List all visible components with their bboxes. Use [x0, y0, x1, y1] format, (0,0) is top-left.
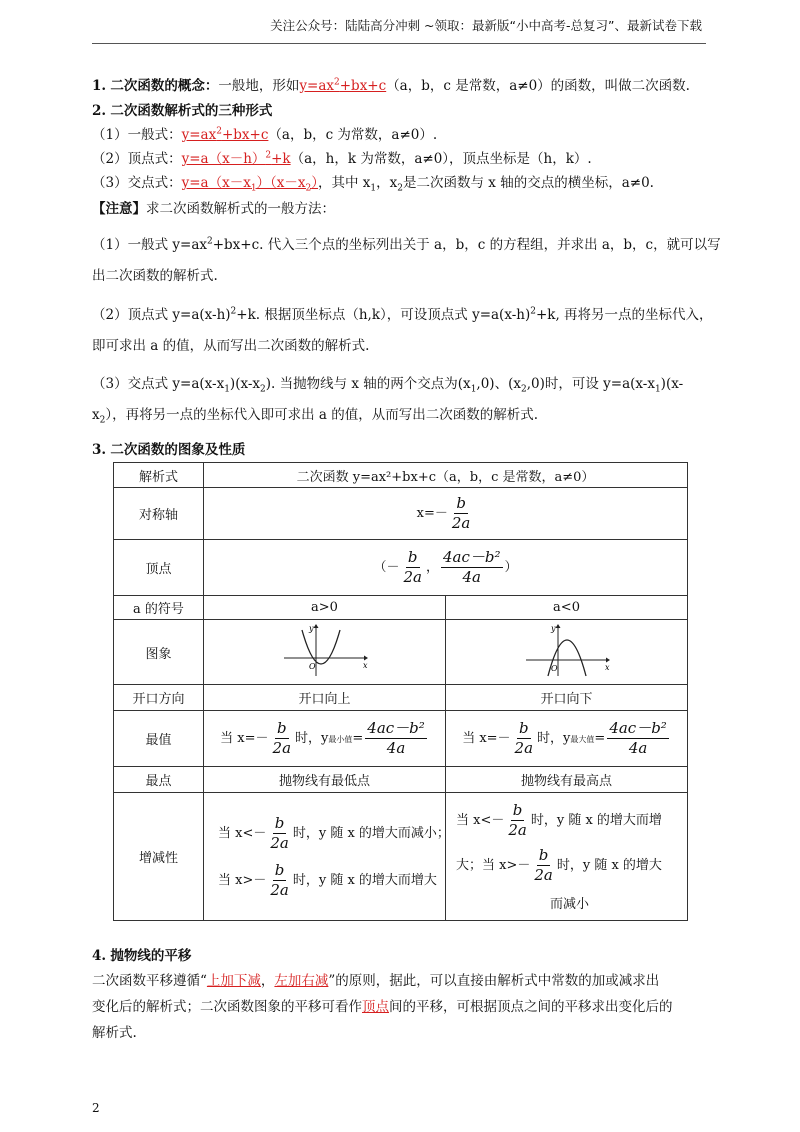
table-row: [114, 488, 688, 540]
row-header: 解析式: [114, 463, 204, 488]
note-p2-line1: （2）顶点式 $y=a(x-h)^2+k$. 根据顶坐标点（h,k），可设顶点式 $y=a(x-h)^2+k$, 再将另一点的坐标代入，: [92, 306, 713, 323]
table-row: [114, 596, 688, 620]
s4-line2: 变化后的解析式；二次函数图象的平移可看作顶点间的平移，可根据顶点之间的平移求出变化后的: [92, 999, 673, 1015]
cell: （－ $\frac{b}{2a}$ ， $\frac{\text{4ac－b²}}{4a}$ ）: [204, 540, 688, 596]
s4-line3: 解析式.: [92, 1025, 137, 1041]
cell: 当 x<－ $\frac{b}{2a}$ 时，y 随 x 的增大而减小； 当 x>－ $\frac{b}{2a}$ 时，y 随 x 的增大而增大: [204, 793, 446, 921]
svg-text:O: O: [550, 664, 558, 673]
note-p1-line2: 出二次函数的解析式.: [92, 268, 218, 284]
cell: x=－ $\frac{b}{2a}$: [204, 488, 688, 540]
note-p3-line2: $x_2$），再将另一点的坐标代入即可求出 a 的值，从而写出二次函数的解析式.: [92, 407, 539, 426]
highlight-vertex: 顶点: [362, 999, 389, 1015]
downward-parabola-graph: [522, 622, 612, 678]
svg-text:O: O: [308, 662, 316, 671]
cell: 当 x=－ $\frac{b}{2a}$ 时，y最大值= $\frac{\text{4ac－b²}}{4a}$: [446, 711, 688, 767]
cell: 开口向下: [446, 685, 688, 711]
note-tag: 【注意】: [92, 201, 146, 217]
text: 一般地，形如: [218, 78, 300, 94]
form-general: （1）一般式：$y=ax^2+bx+c(a$，b，c 为常数，a≠0）.: [92, 126, 438, 143]
note-heading: 【注意】求二次函数解析式的一般方法：: [92, 201, 335, 217]
header-divider: [92, 43, 706, 44]
table-row: [114, 685, 688, 711]
svg-text:x: x: [362, 661, 368, 670]
page-number: 2: [92, 1101, 100, 1115]
cell: 抛物线有最高点: [446, 767, 688, 793]
cell: 抛物线有最低点: [204, 767, 446, 793]
highlight-left-right: 左加右减: [274, 973, 329, 989]
section-2-title: [92, 101, 272, 121]
form-intercept: （3）交点式：$y=a(x-x_1)(x-x_2)$，其中 $x_1$，$x_2$是二次函数与 x 轴的交点的横坐标，a≠0.: [92, 175, 654, 194]
table-row: [114, 767, 688, 793]
note-p2-line2: 即可求出 a 的值，从而写出二次函数的解析式.: [92, 338, 370, 354]
row-header: 开口方向: [114, 685, 204, 711]
row-header: a 的符号: [114, 596, 204, 620]
upward-parabola-graph: [280, 622, 370, 678]
table-row: [114, 540, 688, 596]
section-title: 二次函数的概念：: [110, 78, 219, 94]
formula-general: $y=ax^2+bx+c$: [299, 77, 387, 94]
table-row: [114, 711, 688, 767]
text: （a，b，c 是常数，a≠0）的函数，叫做二次函数.: [386, 78, 690, 94]
cell: 二次函数 y=ax²+bx+c（a，b，c 是常数，a≠0）: [204, 463, 688, 488]
cell: [446, 620, 688, 685]
section-4-title: [92, 946, 191, 966]
section-title: 抛物线的平移: [110, 948, 192, 964]
section-title: 二次函数解析式的三种形式: [110, 103, 273, 119]
svg-text:x: x: [604, 663, 610, 672]
section-number: 3.: [92, 442, 107, 458]
cell: a<0: [446, 596, 688, 620]
cell: 当 x<－ $\frac{b}{2a}$ 时，y 随 x 的增大而增 大；当 x>－ $\frac{b}{2a}$ 时，y 随 x 的增大 而减小: [446, 793, 688, 921]
table-row: [114, 463, 688, 488]
s4-line1: 二次函数平移遵循“上加下减，左加右减”的原则，据此，可以直接由解析式中常数的加或减求出: [92, 973, 660, 989]
note-p1-line1: （1）一般式 $y=ax^2+bx+c$. 代入三个点的坐标列出关于 a，b，c 的方程组，并求出 a，b，c，就可以写: [92, 236, 721, 253]
row-header: 最值: [114, 711, 204, 767]
cell: a>0: [204, 596, 446, 620]
row-header: 图象: [114, 620, 204, 685]
row-header: 最点: [114, 767, 204, 793]
section-number: 1.: [92, 78, 107, 94]
form-vertex: （2）顶点式：$y=a(x-h)^2+k(a$，h，k 为常数，a≠0），顶点坐标是（h，k）.: [92, 150, 592, 167]
page-header: 关注公众号：陆陆高分冲刺 ~领取：最新版“小中高考-总复习”、最新试卷下载: [270, 18, 702, 33]
note-p3-line1: （3）交点式 $y=a(x-x_1)(x-x_2)$. 当抛物线与 x 轴的两个交点为$(x_1,0)$、$(x_2,0)$时，可设 $y=a(x-x_1)(x-$: [92, 376, 684, 395]
table-row: [114, 620, 688, 685]
section-1: [92, 76, 690, 96]
svg-text:y: y: [550, 624, 556, 633]
svg-text:y: y: [308, 624, 314, 633]
properties-table: [113, 462, 688, 921]
table-row: [114, 793, 688, 921]
cell: 当 x=－ $\frac{b}{2a}$ 时，y最小值= $\frac{\text{4ac－b²}}{4a}$: [204, 711, 446, 767]
row-header: 对称轴: [114, 488, 204, 540]
section-3-title: [92, 440, 245, 460]
section-number: 4.: [92, 948, 107, 964]
highlight-up-down: 上加下减: [206, 973, 261, 989]
section-title: 二次函数的图象及性质: [110, 442, 246, 458]
row-header: 顶点: [114, 540, 204, 596]
cell: 开口向上: [204, 685, 446, 711]
cell: [204, 620, 446, 685]
row-header: 增减性: [114, 793, 204, 921]
section-number: 2.: [92, 103, 107, 119]
